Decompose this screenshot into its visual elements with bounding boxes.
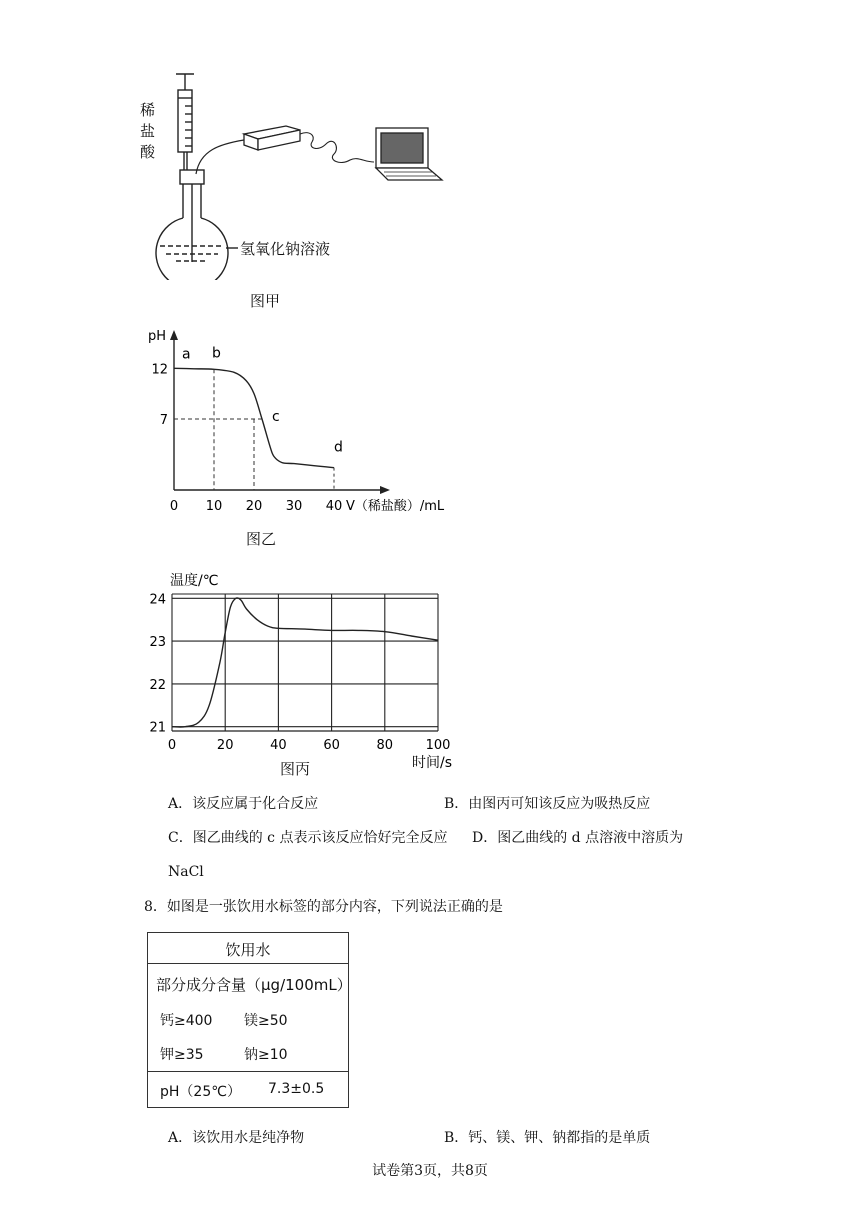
x-axis-arrow [380, 486, 390, 494]
y-axis-label: pH [148, 329, 167, 344]
q7-option-b: B．由图丙可知该反应为吸热反应 [444, 796, 651, 812]
data-logger-icon [244, 126, 300, 150]
x-tick-label-80: 80 [376, 738, 394, 753]
chart-b-caption: 图乙 [246, 530, 277, 548]
reagent-char-2: 盐 [140, 122, 156, 140]
reagent-char-1: 稀 [140, 101, 156, 119]
y-tick-label-21: 21 [149, 720, 166, 736]
q8-option-a: A．该饮用水是纯净物 [168, 1130, 305, 1146]
y-tick-label-22: 22 [149, 677, 166, 693]
sensor-cable [196, 140, 244, 174]
figure-a [140, 70, 460, 320]
x-tick-label-0: 0 [167, 738, 177, 753]
y-tick-label-7: 7 [159, 413, 168, 428]
q7-option-a: A．该反应属于化合反应 [168, 796, 319, 812]
q8-stem: 8．如图是一张饮用水标签的部分内容，下列说法正确的是 [144, 899, 503, 915]
x-tick-label-10: 10 [205, 499, 223, 514]
y-tick-label-24: 24 [149, 592, 166, 608]
q7-option-d: D．图乙曲线的 d 点溶液中溶质为 [472, 830, 684, 846]
y-tick-label-23: 23 [149, 635, 166, 651]
y-tick-label-12: 12 [151, 362, 168, 378]
syringe-icon [176, 74, 194, 174]
x-tick-label-20: 20 [245, 499, 263, 514]
x-axis-label: 时间/s [412, 755, 453, 771]
label-potassium: 钾≥35 [160, 1047, 204, 1063]
ph-curve [174, 368, 334, 467]
x-tick-label-100: 100 [425, 738, 451, 753]
x-axis-label: V（稀盐酸）/mL [346, 499, 445, 514]
laptop-icon [376, 128, 442, 180]
point-label-c: c [272, 409, 280, 425]
flask-icon [156, 170, 238, 280]
label-sodium: 钠≥10 [244, 1047, 288, 1063]
page-footer: 试卷第3页，共8页 [372, 1163, 488, 1179]
flask-label: 氢氧化钠溶液 [240, 240, 331, 258]
label-subtitle: 部分成分含量（μg/100mL） [156, 976, 352, 994]
label-ph-row [148, 1071, 348, 1108]
point-label-a: a [182, 346, 191, 363]
label-magnesium: 镁≥50 [244, 1013, 288, 1029]
point-label-d: d [334, 439, 343, 456]
y-axis-label: 温度/℃ [170, 573, 219, 589]
water-label [147, 932, 352, 1108]
chart-b [140, 318, 470, 558]
x-tick-label-60: 60 [323, 738, 340, 753]
figure-a-caption: 图甲 [250, 292, 281, 310]
reagent-label [140, 100, 160, 163]
y-axis-arrow [170, 330, 178, 340]
reagent-char-3: 酸 [140, 143, 156, 161]
label-calcium: 钙≥400 [160, 1013, 213, 1029]
temperature-curve [172, 598, 438, 727]
ph-chart [140, 318, 470, 518]
label-ph-name: pH（25℃） [160, 1084, 241, 1100]
point-label-b: b [212, 345, 221, 362]
label-title-row [148, 933, 348, 964]
x-tick-label-0: 0 [169, 499, 179, 514]
label-title: 饮用水 [225, 941, 271, 959]
q8-option-b: B．钙、镁、钾、钠都指的是单质 [444, 1130, 651, 1146]
x-tick-label-40: 40 [270, 738, 287, 753]
label-ph-value: 7.3±0.5 [268, 1081, 325, 1097]
chart-c-caption: 图丙 [280, 760, 311, 778]
q7-option-c: C．图乙曲线的 c 点表示该反应恰好完全反应 [168, 830, 448, 846]
q7-option-d-cont: NaCl [168, 864, 204, 880]
x-tick-label-40: 40 [325, 499, 343, 514]
x-tick-label-30: 30 [285, 499, 303, 514]
x-tick-label-20: 20 [216, 738, 234, 753]
temperature-chart [140, 568, 470, 773]
usb-cable [300, 133, 374, 163]
chart-c [140, 568, 470, 798]
